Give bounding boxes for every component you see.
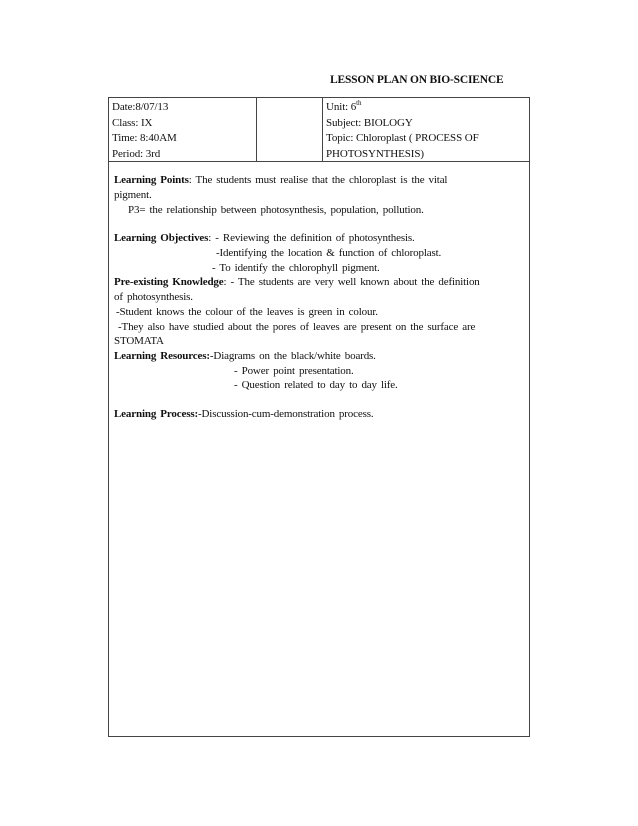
pre-existing-item: -They also have studied about the pores of leaves are present on the surface are — [118, 321, 476, 333]
pre-existing-item: -Student knows the colour of the leaves is green in colour. — [116, 306, 378, 318]
learning-objective-item: - To identify the chlorophyll pigment. — [212, 262, 380, 274]
learning-objectives-line — [114, 231, 415, 245]
learning-points-text: : The students must realise that the chloroplast is the vital — [188, 174, 448, 186]
page-title: LESSON PLAN ON BIO-SCIENCE — [330, 74, 504, 86]
process-line — [114, 407, 373, 421]
learning-objectives-label: Learning Objectives — [114, 232, 209, 244]
resources-item: - Question related to day to day life. — [234, 379, 398, 391]
resources-item: - Power point presentation. — [234, 365, 354, 377]
header-left-cell — [109, 98, 257, 161]
class-text: Class: IX — [112, 116, 153, 129]
topic-text: Topic: Chloroplast ( PROCESS OF — [326, 132, 479, 144]
learning-objective-item: -Identifying the location & function of chloroplast. — [216, 247, 442, 259]
unit-text — [326, 100, 529, 116]
unit-superscript: th — [356, 99, 362, 107]
unit-value: Unit: 6 — [326, 101, 357, 113]
learning-points-line — [114, 173, 447, 187]
header-empty-cell — [257, 98, 323, 161]
topic-text-continued: PHOTOSYNTHESIS) — [326, 147, 424, 160]
resources-line — [114, 349, 376, 363]
subject-text: Subject: BIOLOGY — [326, 116, 413, 129]
learning-points-label: Learning Points — [114, 174, 189, 186]
time-text: Time: 8:40AM — [112, 132, 177, 144]
header-row — [109, 98, 529, 162]
pre-existing-text: : - The students are very well known about the definition — [223, 276, 480, 288]
lesson-plan-table — [108, 97, 530, 737]
header-right-cell — [323, 98, 529, 161]
pre-existing-line — [114, 275, 480, 289]
process-text: -Discussion-cum-demonstration process. — [198, 408, 374, 420]
pre-existing-continued: of photosynthesis. — [114, 291, 193, 303]
pre-existing-label: Pre-existing Knowledge — [114, 276, 224, 288]
period-text: Period: 3rd — [112, 147, 161, 160]
learning-objectives-text: : - Reviewing the definition of photosynthesis. — [208, 232, 415, 244]
date-text: Date:8/07/13 — [112, 101, 169, 113]
learning-points-p3: P3= the relationship between photosynthesis, population, pollution. — [128, 204, 424, 216]
pre-existing-continued: STOMATA — [114, 335, 164, 347]
process-label: Learning Process: — [114, 408, 198, 420]
resources-label: Learning Resources: — [114, 350, 210, 362]
resources-text: -Diagrams on the black/white boards. — [209, 350, 376, 362]
learning-points-continued: pigment. — [114, 189, 152, 201]
